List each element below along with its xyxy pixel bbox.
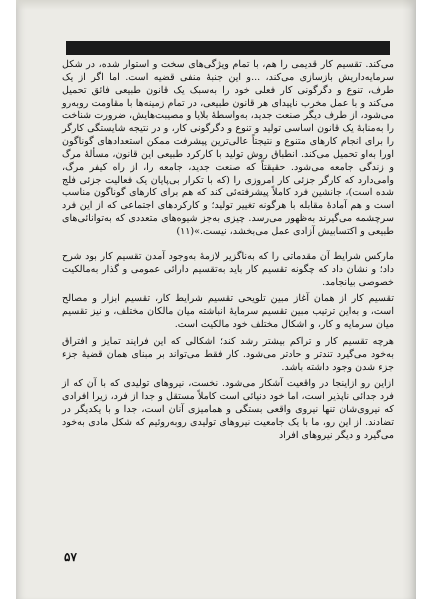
book-page [16, 0, 416, 599]
header-rule [66, 41, 390, 55]
paragraph-1: می‌کند. تقسیم کار قدیمی را هم، با تمام ویژگی‌های سخت و استوار شده، در شکل سرمایه‌داریش بازسازی می‌کند، ...و این جنبهٔ منفی قضیه است. اما اگر از یک طرف، تنوع و دگرگونی کار فعلی خود را به‌سبک یک قانون طبیعی فائق تحمیل می‌کند و با عمل مخرب ناپیدای هر قانون طبیعی، در تمام زمینه‌ها با مقاومت روبه‌رو می‌شود، از طرف دیگر صنعت جدید، به‌واسطهٔ بلایا و مصیبت‌هایش، ضرورت شناخت را به‌منابهٔ یک قانون اساسی تولید و تنوع و دگرگونی کار، و در نتیجه شایستگی کارگر را برای انجام کارهای متنوع و نتیجتاً عالی‌ترین پیشرفت ممکن استعدادهای گوناگون اورا به‌او تحمیل می‌کند. انطباق روش تولید با کارکرد طبیعی این قانون، مسألهٔ مرگ و زندگی جامعه می‌شود. حقیقتاً که صنعت جدید، جامعه را، از راه کیفر مرگ، وامی‌دارد که کارگر جزئی کار امروزی را (که با تکرار بی‌پایان یک فعالیت جزئی فلج شده است)، جانشین فرد کاملاً پیشرفته‌ئی کند که هم برای کارهای گوناگون مناسب است و هم آمادهٔ مقابله با هرگونه تغییر تولید؛ و کارکردهای اجتماعی که از این فرد سرچشمه می‌گیرند به‌ظهور می‌رسد. چیزی به‌جز شیوه‌های متعددی که به‌توانائی‌های طبیعی و اکتسابیش آزادی عمل می‌بخشد، نیست.»(۱۱) [62, 59, 394, 237]
body-text [62, 59, 394, 443]
paragraph-2: مارکس شرایط آن مقدماتی را که به‌ناگزیر لازمهٔ به‌وجود آمدن تقسیم کار بود شرح داد؛ و نشان داد که چگونه تقسیم کار باید به‌تقسیم دارائی عمومی و گذار به‌مالکیت خصوصی بیانجامد. [62, 250, 394, 288]
page-edge-shadow [402, 0, 416, 599]
paragraph-3: تقسیم کار از همان آغاز مبین تلویحی تقسیم شرایط کار، تقسیم ابزار و مصالح است، و به‌این ترتیب مبین تقسیم سرمایهٔ انباشته میان مالکان مختلف، و نیز تقسیم میان سرمایه و کار، و اشکال مختلف خود مالکیت است. [62, 293, 394, 331]
paragraph-4: هرچه تقسیم کار و تراکم بیشتر رشد کند؛ اشکالی که این فرایند تمایز و افتراق به‌خود می‌گیرد تندتر و حادتر می‌شود. کار فقط می‌تواند بر مبنای همان قضیهٔ جزء جزء شدن وجود داشته باشد. [62, 335, 394, 373]
page-number: ۵۷ [64, 550, 77, 564]
page-top-shadow [16, 0, 416, 10]
paragraph-5: ازاین رو ازاینجا در واقعیت آشکار می‌شود. نخست، نیروهای تولیدی که با آن که از فرد جدائی ناپذیر است، اما خود دنیائی است کاملاً مستقل و جدا از فرد، زیرا افرادی که نیروی‌شان تنها نیروی واقعی بستگی و همامیزی آنان است، جدا و با یکدیگر در تضادند. از این رو، ما با یک جامعیت نیروهای تولیدی روبه‌روئیم که شکل مادی به‌خود می‌گیرد و دیگر نیروهای افراد [62, 378, 394, 441]
